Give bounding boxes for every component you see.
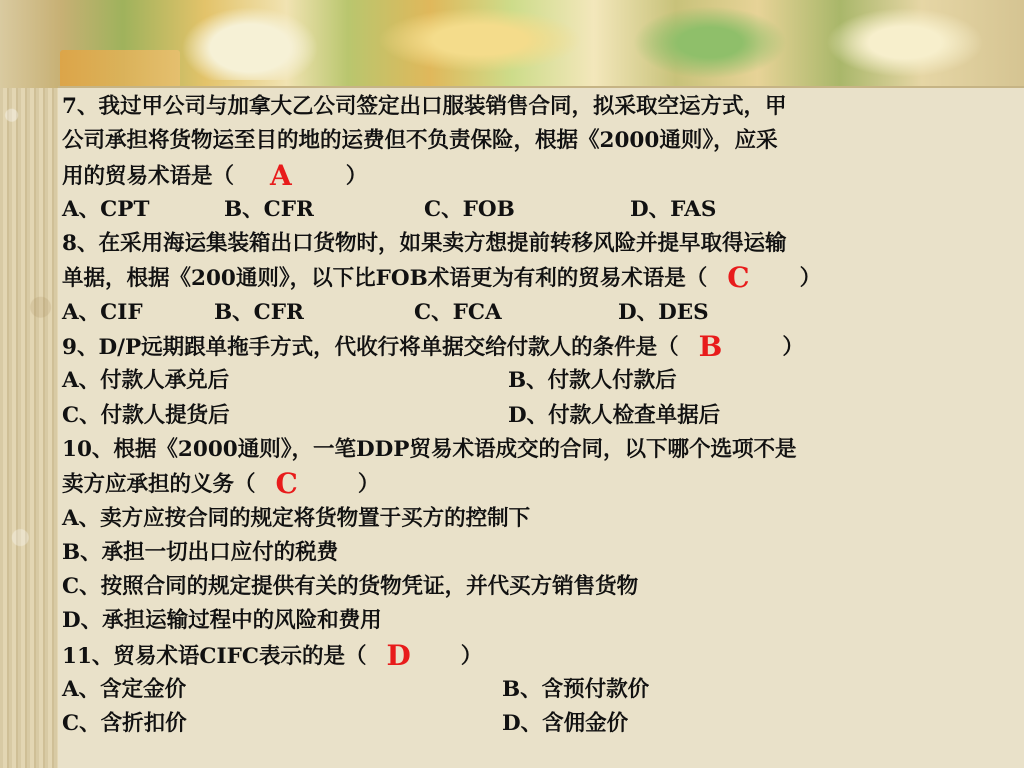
q9-option-b: B、付款人付款后	[508, 368, 677, 394]
q10-option-a: A、卖方应按合同的规定将货物置于买方的控制下	[62, 505, 531, 531]
q7-option-c: C、FOB	[424, 196, 515, 222]
q8-option-a: A、CIF	[62, 299, 143, 325]
q8-line-1: 8、在采用海运集装箱出口货物时，如果卖方想提前转移风险并提早取得运输	[62, 231, 787, 257]
q7-option-d: D、FAS	[630, 196, 717, 222]
q7-stem: 用的贸易术语是（	[62, 163, 235, 189]
q9-answer: B	[698, 330, 723, 364]
q7-options	[62, 193, 1024, 227]
q10-option-c: C、按照合同的规定提供有关的货物凭证，并代买方销售货物	[62, 574, 639, 600]
q8-option-d: D、DES	[618, 299, 709, 325]
q10-stem: 卖方应承担的义务（	[62, 472, 256, 498]
q11-options-cd	[62, 707, 1024, 741]
q11-option-d: D、含佣金价	[502, 711, 629, 737]
q8-option-c: C、FCA	[414, 299, 502, 325]
q11-option-b: B、含预付款价	[502, 677, 650, 703]
parchment-strip	[0, 0, 58, 768]
q11-answer: D	[386, 638, 411, 672]
q10-option-b: B、承担一切出口应付的税费	[62, 539, 339, 565]
q9-options-ab	[62, 364, 1024, 398]
q10-stem-line	[62, 467, 1024, 501]
q8-option-b: B、CFR	[214, 299, 304, 325]
q7-close-paren: ）	[345, 163, 368, 189]
q9-stem: 9、D/P远期跟单拖手方式，代收行将单据交给付款人的条件是（	[62, 335, 679, 361]
q11-close-paren: ）	[460, 643, 483, 669]
q9-option-d: D、付款人检查单据后	[508, 402, 721, 428]
q7-answer: A	[270, 158, 292, 192]
q7-stem-line	[62, 159, 1024, 193]
q10-answer: C	[275, 467, 298, 501]
q10-line-1: 10、根据《2000通则》，一笔DDP贸易术语成交的合同，以下哪个选项不是	[62, 436, 797, 462]
q11-stem-line	[62, 639, 1024, 673]
q7-line-1: 7、我过甲公司与加拿大乙公司签定出口服装销售合同，拟采取空运方式，甲	[62, 94, 787, 119]
q7-option-b: B、CFR	[224, 196, 314, 222]
q7-option-a: A、CPT	[62, 196, 150, 222]
slide-content	[62, 90, 1024, 742]
q9-close-paren: ）	[782, 335, 804, 361]
q8-answer: C	[727, 261, 750, 295]
q9-stem-line	[62, 330, 1024, 364]
q8-options	[62, 296, 1024, 330]
banner-divider	[58, 86, 1024, 88]
q9-option-a: A、付款人承兑后	[62, 368, 230, 394]
q11-option-a: A、含定金价	[62, 677, 187, 703]
q8-stem-line	[62, 261, 1024, 295]
q8-stem: 单据，根据《200通则》，以下比FOB术语更为有利的贸易术语是（	[62, 266, 708, 292]
q11-options-ab	[62, 673, 1024, 707]
q10-option-d: D、承担运输过程中的风险和费用	[62, 608, 382, 634]
q11-option-c: C、含折扣价	[62, 711, 187, 737]
q10-close-paren: ）	[357, 472, 380, 498]
q8-close-paren: ）	[799, 266, 822, 292]
q9-option-c: C、付款人提货后	[62, 402, 230, 428]
q9-options-cd	[62, 399, 1024, 433]
q11-stem: 11、贸易术语CIFC表示的是（	[62, 643, 367, 669]
decorative-leaf-banner	[0, 0, 1024, 88]
q7-line-2: 公司承担将货物运至目的地的运费但不负责保险，根据《2000通则》，应采	[62, 128, 778, 154]
